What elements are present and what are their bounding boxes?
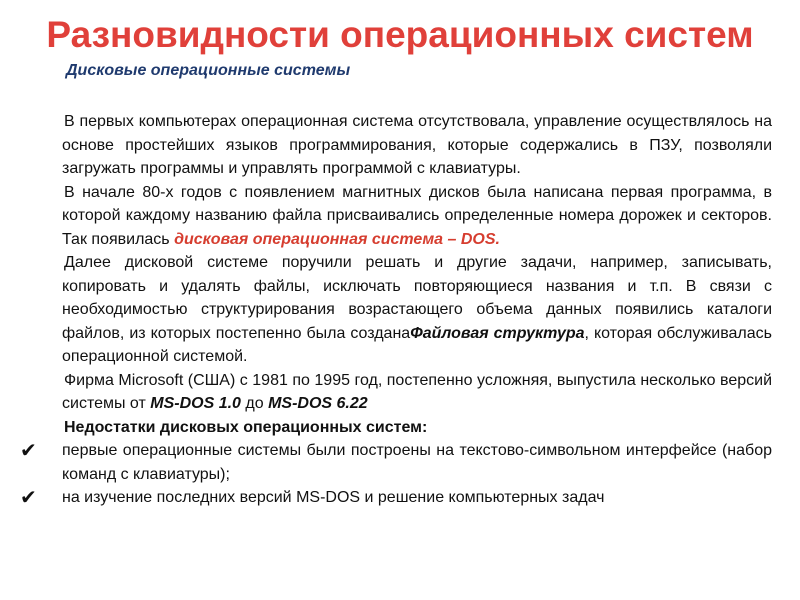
drawback-item-text: первые операционные системы были построены на текстово-символьном интерфейсе (набор команд с клавиатуры); [62, 442, 772, 483]
drawback-item [20, 485, 772, 510]
paragraph-4 [62, 369, 772, 416]
paragraph-3-text: Далее дисковой системе поручили решать и другие задачи, например, записывать, копировать и удалять файлы, исключать повторяющиеся названия и т.п. В связи с необходимостью структурирования возрастающего объема данных появились каталоги файлов, из которых постепенно была создана [62, 254, 772, 342]
paragraph-3 [62, 251, 772, 369]
file-structure-highlight: Файловая структура [410, 324, 585, 342]
paragraph-1 [62, 110, 772, 181]
slide-body [20, 110, 772, 510]
slide-title: Разновидности операционных систем [46, 14, 754, 55]
paragraph-4-text: Фирма Microsoft (США) с 1981 по 1995 год, постепенно усложняя, выпустила несколько версий системы от [62, 371, 772, 412]
paragraph-4-mid: до [240, 395, 269, 412]
drawback-item-text: на изучение последних версий MS-DOS и решение компьютерных задач [62, 489, 605, 506]
checkmark-icon: ✔ [20, 485, 37, 509]
msdos-first-version: MS-DOS 1.0 [150, 395, 241, 412]
checkmark-icon: ✔ [20, 438, 37, 462]
paragraph-3-tail: , которая обслуживалась операционной системой. [62, 324, 772, 365]
dos-highlight: дисковая операционная система – DOS. [174, 230, 500, 248]
drawbacks-heading: Недостатки дисковых операционных систем: [64, 418, 428, 436]
msdos-last-version: MS-DOS 6.22 [268, 395, 368, 412]
drawback-item [20, 438, 772, 486]
paragraph-1-text: В первых компьютерах операционная система отсутствовала, управление осуществлялось на основе простейших языков программирования, которые содержались в ПЗУ, позволяли загружать программы и управлять программой с клавиатуры. [62, 113, 772, 177]
drawbacks-list [20, 438, 772, 510]
paragraph-2 [62, 181, 772, 252]
section-subtitle: Дисковые операционные системы [66, 62, 351, 79]
paragraph-2-text: В начале 80-х годов с появлением магнитных дисков была написана первая программа, в которой каждому названию файла присваивались определенные номера дорожек и секторов. Так появилась [62, 183, 772, 248]
